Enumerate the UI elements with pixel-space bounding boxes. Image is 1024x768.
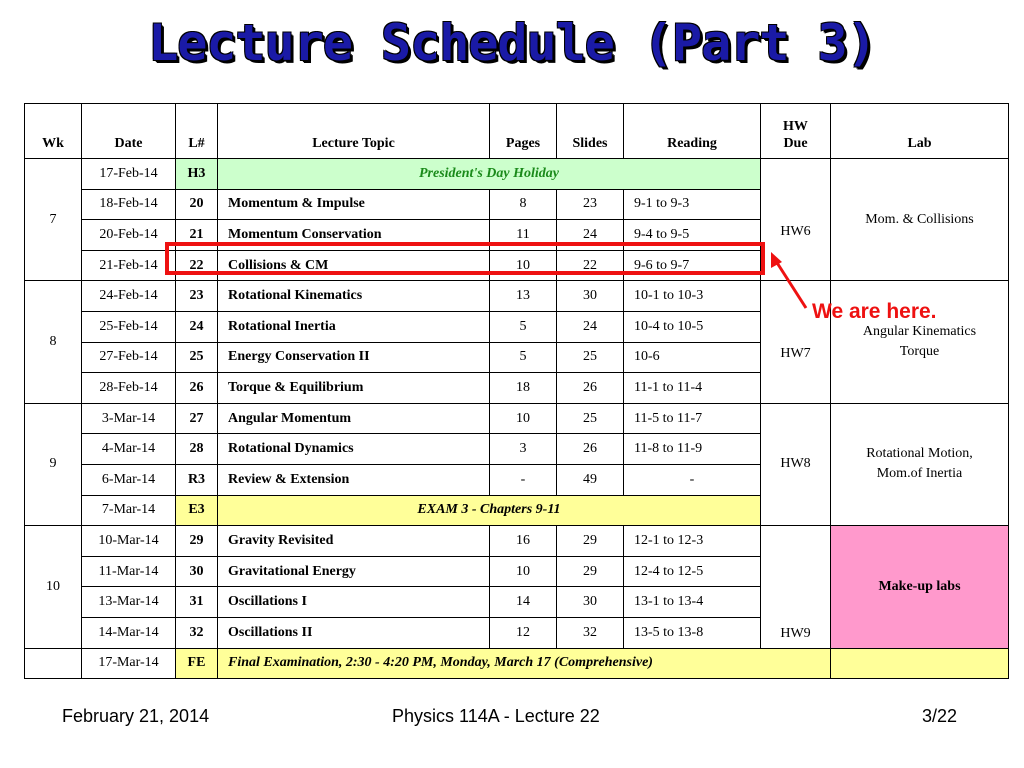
topic-cell: Review & Extension [218,464,490,495]
header-lab: Lab [831,104,1009,159]
header-reading: Reading [624,104,761,159]
date-cell: 7-Mar-14 [82,495,176,526]
hw-label: HW7 [780,346,811,362]
date-cell: 13-Mar-14 [82,587,176,618]
header-wk: Wk [25,104,82,159]
date-cell: 18-Feb-14 [82,189,176,220]
date-cell: 14-Mar-14 [82,617,176,648]
slides-cell: 23 [557,189,624,220]
footer-page-number: 3/22 [922,706,958,726]
pages-cell: 11 [490,220,557,251]
lecture-number-cell: H3 [176,159,218,190]
topic-cell: Rotational Kinematics [218,281,490,312]
reading-cell: 11-8 to 11-9 [624,434,761,465]
topic-cell: Gravitational Energy [218,556,490,587]
week-number: 10 [25,526,82,648]
header-date: Date [82,104,176,159]
date-cell: 4-Mar-14 [82,434,176,465]
topic-cell: Momentum Conservation [218,220,490,251]
reading-cell: 13-1 to 13-4 [624,587,761,618]
slides-cell: 30 [557,587,624,618]
topic-cell: Rotational Inertia [218,311,490,342]
header-lecture-number: L# [176,104,218,159]
header-topic: Lecture Topic [218,104,490,159]
date-cell: 6-Mar-14 [82,464,176,495]
pages-cell: 13 [490,281,557,312]
pages-cell: 10 [490,403,557,434]
reading-cell: 12-1 to 12-3 [624,526,761,557]
lecture-number-cell: 29 [176,526,218,557]
topic-cell: Torque & Equilibrium [218,373,490,404]
topic-cell: Collisions & CM [218,250,490,281]
reading-cell: 11-5 to 11-7 [624,403,761,434]
slide-title: Lecture Schedule (Part 3) [148,14,876,72]
reading-cell: 10-1 to 10-3 [624,281,761,312]
slides-cell: 24 [557,220,624,251]
we-are-here-annotation: We are here. [812,300,937,323]
lecture-number-cell: 20 [176,189,218,220]
hw-label: HW6 [780,223,811,239]
date-cell: 10-Mar-14 [82,526,176,557]
pages-cell: 3 [490,434,557,465]
lecture-number-cell: 26 [176,373,218,404]
makeup-lab-cell: Make-up labs [831,526,1009,648]
exam-cell: EXAM 3 - Chapters 9-11 [218,495,761,526]
reading-cell: - [624,464,761,495]
lab-cell: Mom. & Collisions [831,159,1009,281]
reading-cell: 10-6 [624,342,761,373]
reading-cell: 11-1 to 11-4 [624,373,761,404]
lecture-number-cell: 23 [176,281,218,312]
slides-cell: 30 [557,281,624,312]
final-exam-cell: Final Examination, 2:30 - 4:20 PM, Monday, March 17 (Comprehensive) [218,648,831,679]
pages-cell: 10 [490,556,557,587]
lecture-number-cell: 22 [176,250,218,281]
date-cell: 25-Feb-14 [82,311,176,342]
lecture-number-cell: 27 [176,403,218,434]
week-number: 7 [25,159,82,281]
date-cell: 17-Feb-14 [82,159,176,190]
footer-course: Physics 114A - Lecture 22 [392,706,600,726]
slides-cell: 32 [557,617,624,648]
topic-cell: Oscillations I [218,587,490,618]
pages-cell: 8 [490,189,557,220]
topic-cell: Rotational Dynamics [218,434,490,465]
header-pages: Pages [490,104,557,159]
date-cell: 27-Feb-14 [82,342,176,373]
lecture-number-cell: 30 [176,556,218,587]
topic-cell: Oscillations II [218,617,490,648]
lab-line: Torque [899,344,940,360]
lecture-number-cell: 25 [176,342,218,373]
pages-cell: 16 [490,526,557,557]
week-number: 9 [25,403,82,525]
hw-cell: HW8 [761,403,831,525]
reading-cell: 10-4 to 10-5 [624,311,761,342]
date-cell: 17-Mar-14 [82,648,176,679]
lecture-number-cell: E3 [176,495,218,526]
lecture-number-cell: 24 [176,311,218,342]
topic-cell: Momentum & Impulse [218,189,490,220]
lecture-number-cell: 31 [176,587,218,618]
slides-cell: 24 [557,311,624,342]
slides-cell: 25 [557,342,624,373]
slides-cell: 26 [557,373,624,404]
footer-date: February 21, 2014 [62,706,210,726]
date-cell: 11-Mar-14 [82,556,176,587]
pages-cell: 18 [490,373,557,404]
reading-cell: 9-6 to 9-7 [624,250,761,281]
pages-cell: 14 [490,587,557,618]
topic-cell: Angular Momentum [218,403,490,434]
slides-cell: 26 [557,434,624,465]
reading-cell: 12-4 to 12-5 [624,556,761,587]
pages-cell: - [490,464,557,495]
lecture-number-cell: R3 [176,464,218,495]
pages-cell: 12 [490,617,557,648]
lab-line: Rotational Motion, [866,446,973,462]
reading-cell: 9-4 to 9-5 [624,220,761,251]
slides-cell: 29 [557,526,624,557]
date-cell: 20-Feb-14 [82,220,176,251]
header-hw-due-label: HW Due [783,119,808,151]
slides-cell: 29 [557,556,624,587]
lecture-number-cell: 28 [176,434,218,465]
reading-cell: 9-1 to 9-3 [624,189,761,220]
date-cell: 24-Feb-14 [82,281,176,312]
slides-cell: 25 [557,403,624,434]
lab-line: Angular Kinematics [862,324,977,340]
week-number: 8 [25,281,82,403]
hw-label: HW9 [780,625,811,641]
holiday-cell: President's Day Holiday [218,159,761,190]
reading-cell: 13-5 to 13-8 [624,617,761,648]
pages-cell: 5 [490,342,557,373]
date-cell: 3-Mar-14 [82,403,176,434]
lecture-number-cell: FE [176,648,218,679]
pages-cell: 5 [490,311,557,342]
lecture-number-cell: 21 [176,220,218,251]
pages-cell: 10 [490,250,557,281]
slides-cell: 22 [557,250,624,281]
header-slides: Slides [557,104,624,159]
lab-line: Mom.of Inertia [876,466,963,482]
topic-cell: Energy Conservation II [218,342,490,373]
topic-cell: Gravity Revisited [218,526,490,557]
lecture-number-cell: 32 [176,617,218,648]
date-cell: 28-Feb-14 [82,373,176,404]
date-cell: 21-Feb-14 [82,250,176,281]
slides-cell: 49 [557,464,624,495]
